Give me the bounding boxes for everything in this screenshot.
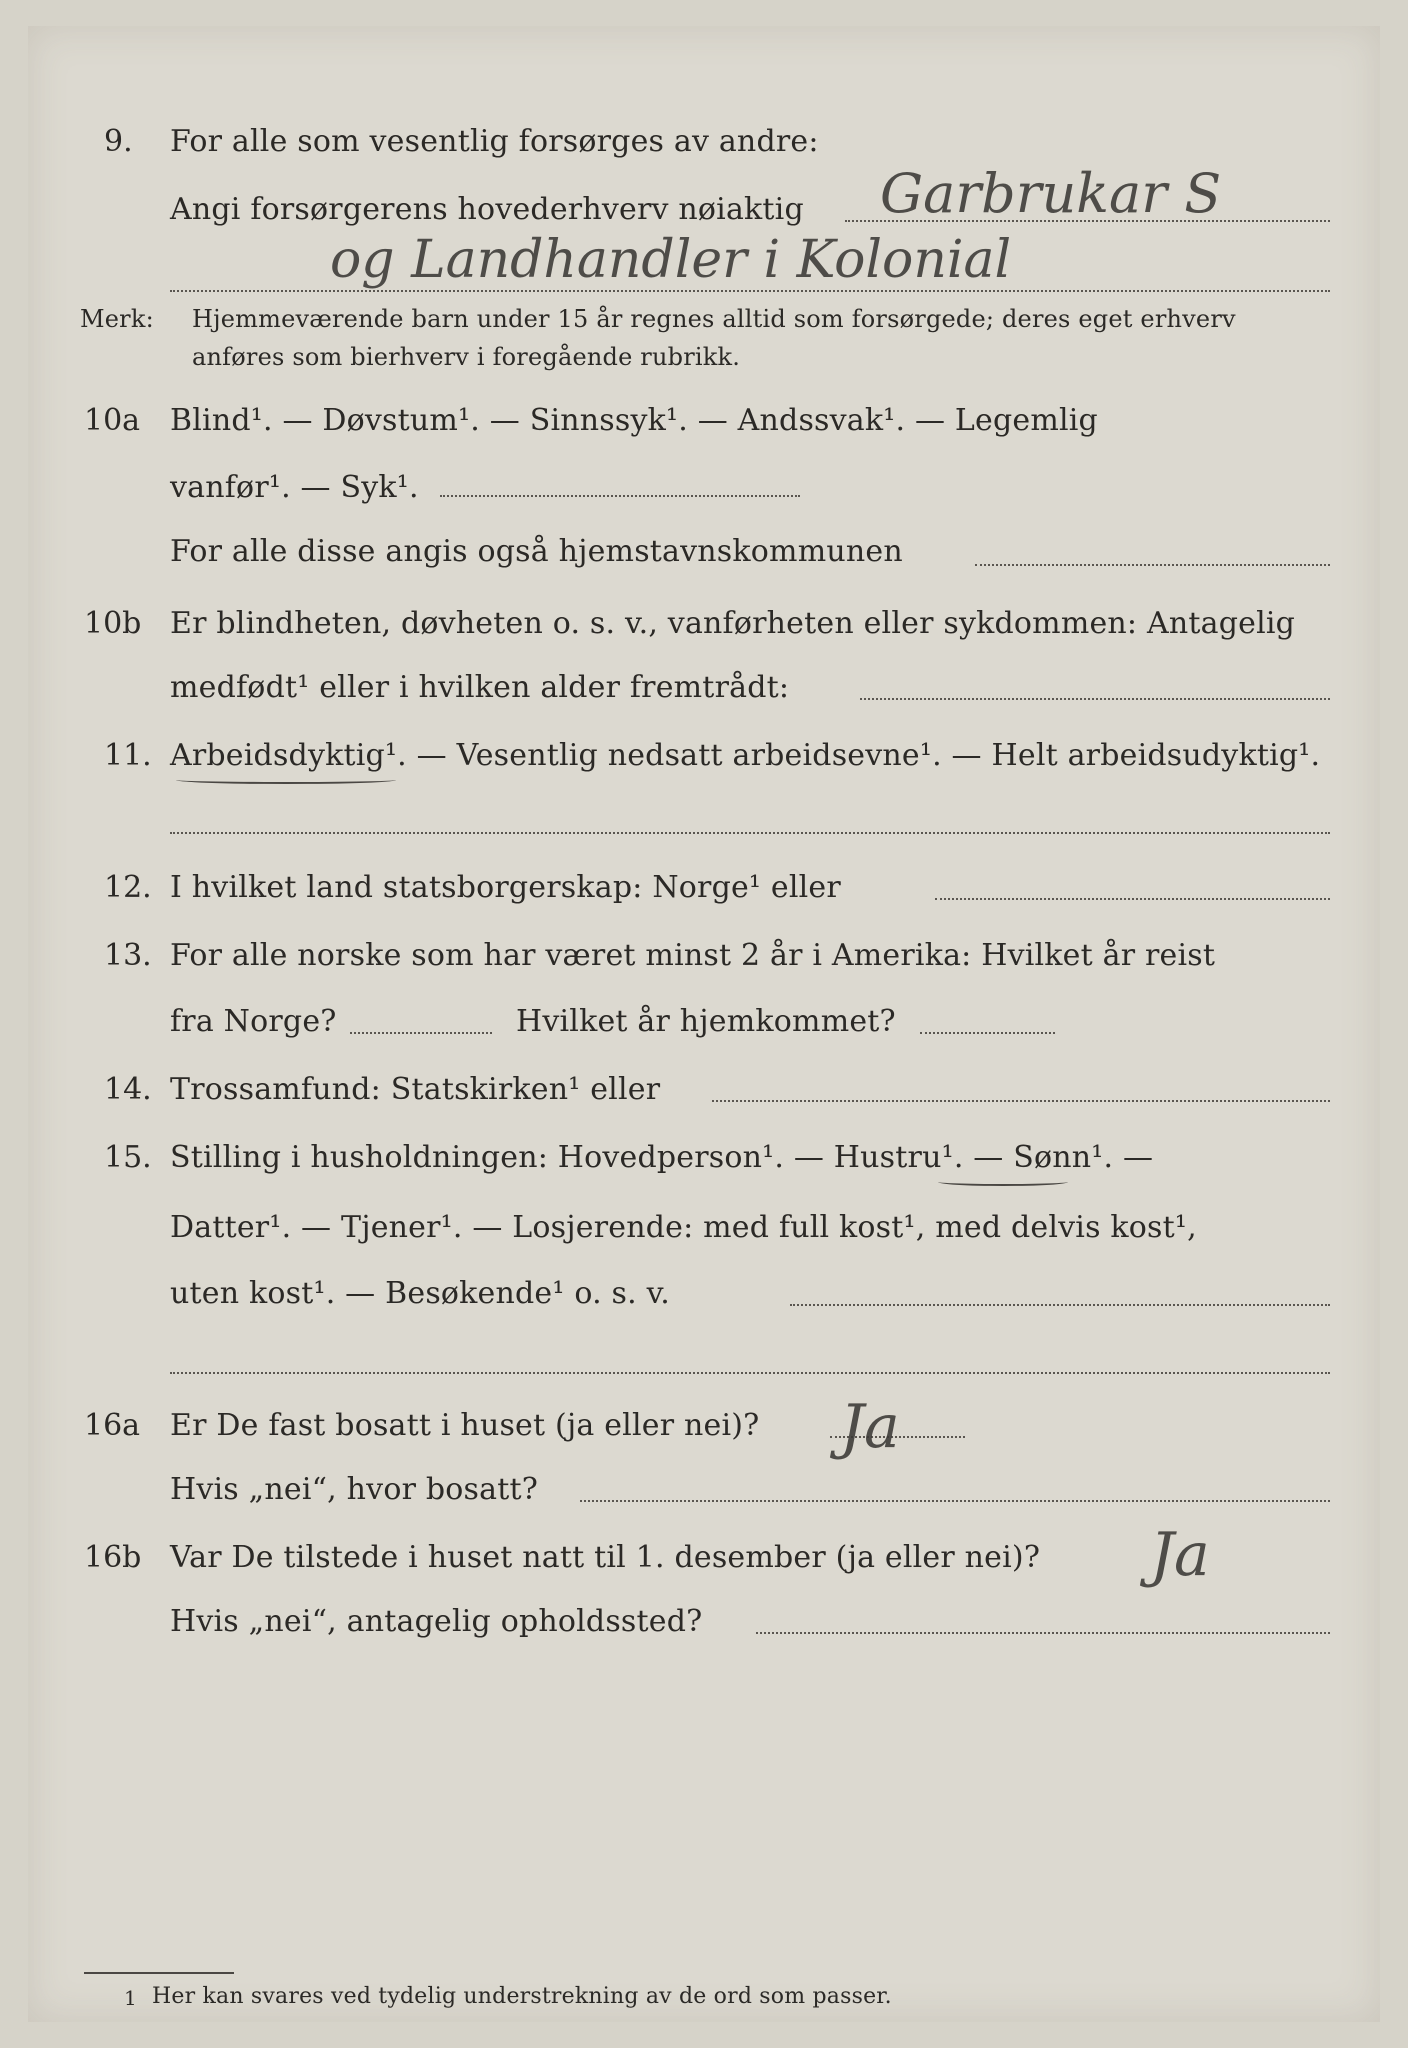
q14-number: 14. <box>104 1072 152 1107</box>
q14-line1: Trossamfund: Statskirken¹ eller <box>170 1072 661 1107</box>
q16a-line1: Er De fast bosatt i huset (ja eller nei)? <box>170 1408 760 1443</box>
q9-handwritten-answer2: og Landhandler i Kolonial <box>330 230 1012 290</box>
footnote-mark: 1 <box>124 1986 137 2010</box>
q11-number: 11. <box>104 738 152 773</box>
q16b-line1: Var De tilstede i huset natt til 1. desember (ja eller nei)? <box>170 1540 1041 1575</box>
q9-line1: For alle som vesentlig forsørges av andre: <box>170 124 819 159</box>
merk-line1: Hjemmeværende barn under 15 år regnes alltid som forsørgede; deres eget erhverv <box>192 305 1236 333</box>
q13-number: 13. <box>104 938 152 973</box>
q13-line2b: Hvilket år hjemkommet? <box>516 1004 896 1039</box>
q16b-line2: Hvis „nei“, antagelig opholdssted? <box>170 1604 703 1639</box>
q15-answer-line1 <box>790 1304 1330 1306</box>
q10b-number: 10b <box>84 606 142 641</box>
q10a-line2: vanfør¹. — Syk¹. <box>170 470 419 505</box>
q9-answer-line2 <box>170 290 1330 292</box>
q16a-line2: Hvis „nei“, hvor bosatt? <box>170 1472 539 1507</box>
q10b-line1: Er blindheten, døvheten o. s. v., vanførheten eller sykdommen: Antagelig <box>170 606 1296 641</box>
q16b-handwritten-answer: Ja <box>1150 1520 1210 1590</box>
q16a-handwritten-answer: Ja <box>840 1392 900 1462</box>
q11-answer-line <box>170 832 1330 834</box>
q15-number: 15. <box>104 1140 152 1175</box>
q15-line2: Datter¹. — Tjener¹. — Losjerende: med full kost¹, med delvis kost¹, <box>170 1210 1197 1245</box>
q12-line1: I hvilket land statsborgerskap: Norge¹ eller <box>170 870 841 905</box>
q10a-line1: Blind¹. — Døvstum¹. — Sinnssyk¹. — Andssvak¹. — Legemlig <box>170 403 1098 438</box>
q15-handwritten-underline <box>938 1178 1068 1186</box>
q14-answer-line <box>712 1100 1330 1102</box>
q13-answer-line1 <box>350 1032 492 1034</box>
q10b-answer-line <box>860 698 1330 700</box>
merk-line2: anføres som bierhverv i foregående rubrikk. <box>192 343 741 371</box>
q16a-number: 16a <box>84 1408 141 1443</box>
footnote-rule <box>84 1972 234 1974</box>
footnote-text: Her kan svares ved tydelig understrekning av de ord som passer. <box>152 1984 892 2009</box>
q16b-answer-line <box>756 1632 1330 1634</box>
q10a-number: 10a <box>84 403 141 438</box>
q13-answer-line2 <box>920 1032 1055 1034</box>
q16a-answer-line2 <box>580 1500 1330 1502</box>
q13-line1: For alle norske som har været minst 2 år i Amerika: Hvilket år reist <box>170 938 1216 973</box>
q9-number: 9. <box>104 124 133 159</box>
q12-number: 12. <box>104 870 152 905</box>
q15-line3: uten kost¹. — Besøkende¹ o. s. v. <box>170 1276 670 1311</box>
q16b-number: 16b <box>84 1540 142 1575</box>
q9-handwritten-answer1: Garbrukar S <box>880 162 1222 225</box>
q13-line2a: fra Norge? <box>170 1004 337 1039</box>
q11-handwritten-underline <box>176 776 396 784</box>
q12-answer-line <box>935 898 1330 900</box>
q10b-line2: medfødt¹ eller i hvilken alder fremtrådt: <box>170 670 790 705</box>
q15-answer-line2 <box>170 1372 1330 1374</box>
q11-line1: Arbeidsdyktig¹. — Vesentlig nedsatt arbeidsevne¹. — Helt arbeidsudyktig¹. <box>170 738 1321 773</box>
q15-line1: Stilling i husholdningen: Hovedperson¹. — Hustru¹. — Sønn¹. — <box>170 1140 1154 1175</box>
q10a-line3: For alle disse angis også hjemstavnskommunen <box>170 534 903 569</box>
q10a-answer-line1 <box>440 495 800 497</box>
q9-line2: Angi forsørgerens hovederhverv nøiaktig <box>170 192 804 227</box>
q10a-answer-line2 <box>975 564 1330 566</box>
merk-label: Merk: <box>80 305 154 333</box>
